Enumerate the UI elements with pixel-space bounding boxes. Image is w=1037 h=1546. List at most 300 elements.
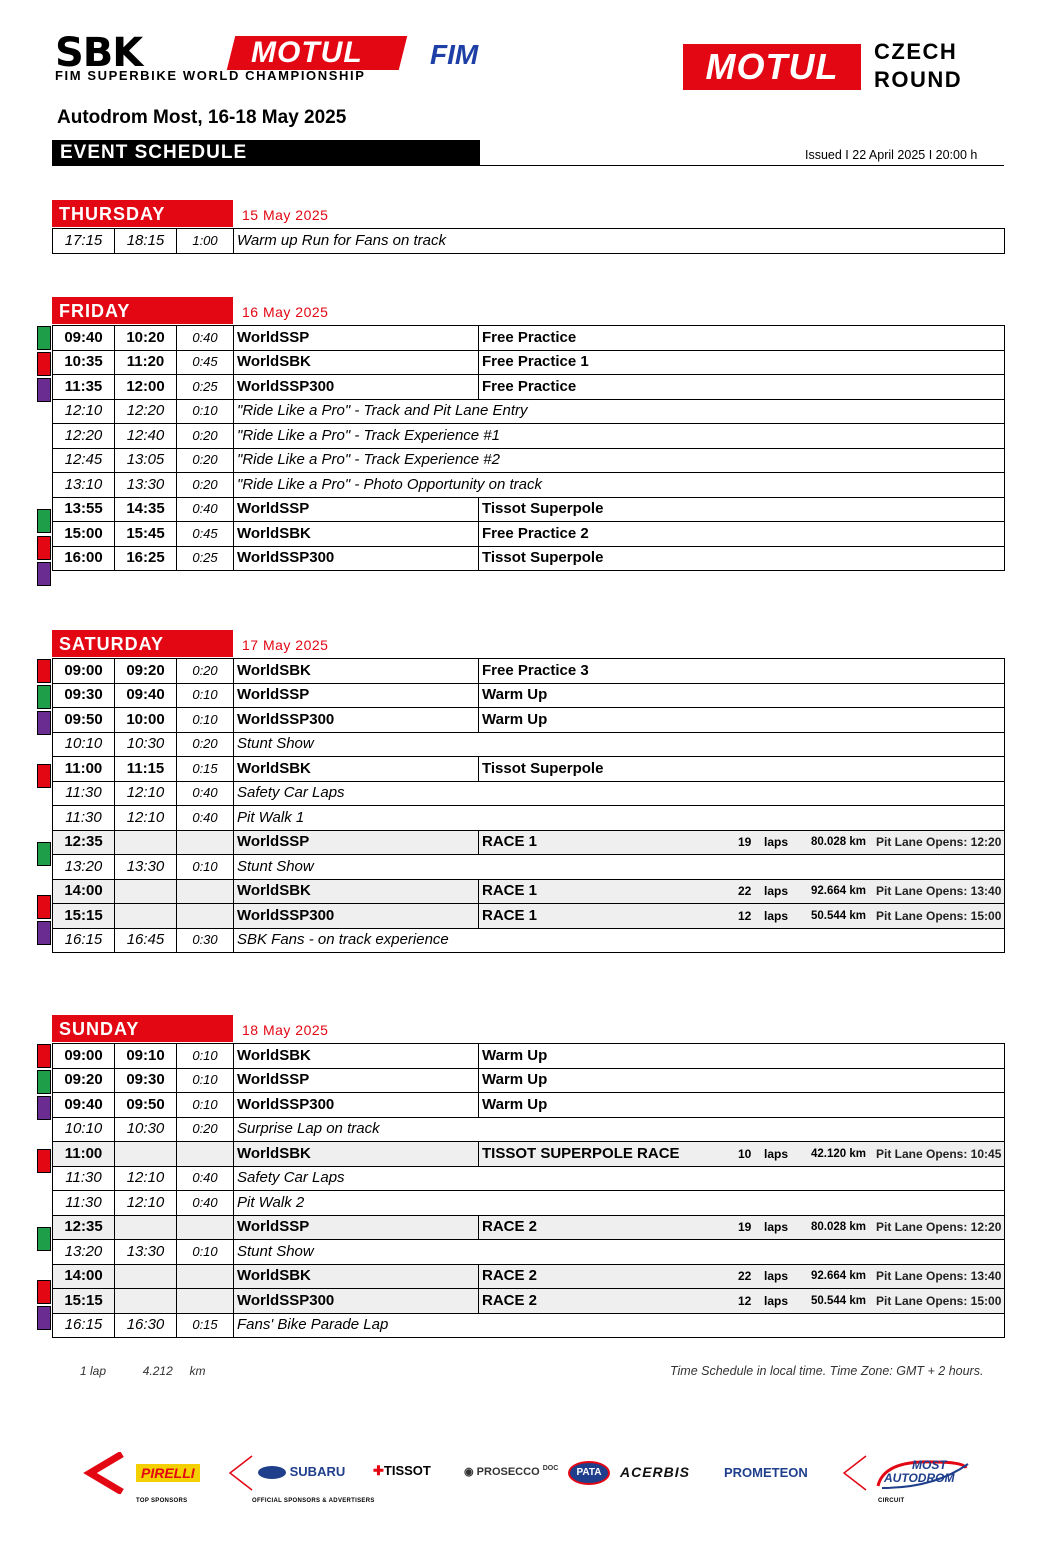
- end-time: 11:20: [115, 350, 177, 375]
- table-row: [53, 399, 1005, 424]
- class-color-marker: [37, 659, 51, 683]
- end-time: 12:20: [115, 399, 177, 424]
- table-row: [53, 708, 1005, 733]
- table-row: [53, 1093, 1005, 1118]
- end-time: 13:30: [115, 855, 177, 880]
- session-name: Warm Up: [479, 708, 1005, 733]
- start-time: 10:10: [53, 1117, 115, 1142]
- end-time: 12:10: [115, 806, 177, 831]
- end-time: 12:10: [115, 1191, 177, 1216]
- start-time: 12:20: [53, 424, 115, 449]
- class-name: WorldSSP: [234, 830, 479, 855]
- end-time: 16:45: [115, 928, 177, 953]
- duration: [177, 1289, 234, 1314]
- class-name: WorldSSP: [234, 497, 479, 522]
- session-cell: [479, 830, 1005, 855]
- round-name-line2: ROUND: [874, 67, 963, 92]
- table-row: [53, 424, 1005, 449]
- table-row: [53, 1142, 1005, 1167]
- class-color-marker: [37, 1044, 51, 1068]
- race-laps: 12: [738, 1293, 752, 1308]
- class-name: WorldSSP300: [234, 1093, 479, 1118]
- acerbis-logo: ACERBIS: [620, 1464, 691, 1480]
- session-name: Free Practice: [479, 375, 1005, 400]
- end-time: 09:10: [115, 1044, 177, 1069]
- activity-description: "Ride Like a Pro" - Track Experience #1: [234, 424, 1005, 449]
- start-time: 09:40: [53, 326, 115, 351]
- end-time: [115, 1142, 177, 1167]
- class-color-marker: [37, 921, 51, 945]
- table-row: [53, 1313, 1005, 1338]
- start-time: 11:35: [53, 375, 115, 400]
- end-time: 10:30: [115, 1117, 177, 1142]
- start-time: 16:00: [53, 546, 115, 571]
- end-time: [115, 830, 177, 855]
- start-time: 09:20: [53, 1068, 115, 1093]
- table-row: [53, 1044, 1005, 1069]
- fim-logo: FIM: [430, 39, 479, 70]
- duration: 0:15: [177, 757, 234, 782]
- start-time: 16:15: [53, 1313, 115, 1338]
- end-time: 13:30: [115, 473, 177, 498]
- table-row: [53, 1264, 1005, 1289]
- pit-lane-opens: Pit Lane Opens: 15:00: [876, 908, 1002, 923]
- activity-description: Fans' Bike Parade Lap: [234, 1313, 1005, 1338]
- race-distance: 42.120 km: [811, 1147, 866, 1160]
- start-time: 10:35: [53, 350, 115, 375]
- race-distance: 50.544 km: [811, 1294, 866, 1307]
- start-time: 12:35: [53, 830, 115, 855]
- table-row: [53, 350, 1005, 375]
- end-time: 14:35: [115, 497, 177, 522]
- lap-label: 1 lap: [80, 1364, 107, 1378]
- table-row: [53, 473, 1005, 498]
- session-name: RACE 2: [482, 1218, 538, 1236]
- class-name: WorldSSP300: [234, 375, 479, 400]
- activity-description: "Ride Like a Pro" - Track Experience #2: [234, 448, 1005, 473]
- class-name: WorldSSP300: [234, 904, 479, 929]
- duration: 0:40: [177, 806, 234, 831]
- class-color-marker: [37, 842, 51, 866]
- start-time: 13:55: [53, 497, 115, 522]
- pit-lane-opens: Pit Lane Opens: 12:20: [876, 1220, 1002, 1235]
- duration: 0:20: [177, 424, 234, 449]
- end-time: 09:50: [115, 1093, 177, 1118]
- race-info: [482, 832, 1001, 852]
- class-name: WorldSBK: [234, 1044, 479, 1069]
- duration: 0:10: [177, 1068, 234, 1093]
- tissot-cross-icon: ✚: [373, 1463, 384, 1478]
- start-time: 09:00: [53, 1044, 115, 1069]
- day-date: 15 May 2025: [242, 207, 329, 223]
- activity-description: "Ride Like a Pro" - Track and Pit Lane Entry: [234, 399, 1005, 424]
- tissot-text: TISSOT: [383, 1463, 431, 1478]
- official-sponsors-label: OFFICIAL SPONSORS & ADVERTISERS: [252, 1498, 375, 1504]
- round-name-line1: CZECH: [874, 39, 958, 64]
- session-name: Warm Up: [479, 1044, 1005, 1069]
- end-time: [115, 879, 177, 904]
- most-text: MOST: [912, 1458, 947, 1472]
- session-cell: [479, 879, 1005, 904]
- start-time: 15:00: [53, 522, 115, 547]
- duration: 0:10: [177, 1240, 234, 1265]
- event-title: Autodrom Most, 16-18 May 2025: [57, 107, 347, 128]
- end-time: 09:40: [115, 683, 177, 708]
- class-color-marker: [37, 509, 51, 533]
- lap-length-note: [80, 1364, 205, 1378]
- table-row: [53, 855, 1005, 880]
- session-name: Free Practice 1: [479, 350, 1005, 375]
- sbk-logo-text: SBK: [55, 30, 143, 76]
- duration: [177, 1142, 234, 1167]
- table-row: [53, 522, 1005, 547]
- start-time: 11:30: [53, 806, 115, 831]
- end-time: [115, 1215, 177, 1240]
- class-name: WorldSSP: [234, 326, 479, 351]
- event-schedule-label: EVENT SCHEDULE: [60, 142, 248, 163]
- sbk-chevron-outline-icon-2: [840, 1454, 870, 1492]
- start-time: 13:20: [53, 1240, 115, 1265]
- start-time: 11:30: [53, 1191, 115, 1216]
- session-name: Warm Up: [479, 683, 1005, 708]
- race-info: [482, 1291, 1001, 1311]
- class-color-marker: [37, 1227, 51, 1251]
- class-color-marker: [37, 536, 51, 560]
- end-time: 11:15: [115, 757, 177, 782]
- session-name: Free Practice 2: [479, 522, 1005, 547]
- duration: [177, 1264, 234, 1289]
- sponsor-strip: [80, 1450, 980, 1510]
- class-color-marker: [37, 1070, 51, 1094]
- duration: 0:20: [177, 1117, 234, 1142]
- race-laps-word: laps: [764, 1293, 789, 1308]
- sbk-chevron-outline-icon: [226, 1454, 256, 1492]
- race-laps-word: laps: [764, 908, 789, 923]
- session-cell: [479, 1289, 1005, 1314]
- session-name: RACE 1: [482, 833, 538, 851]
- duration: 0:25: [177, 546, 234, 571]
- prosecco-logo: [464, 1465, 558, 1478]
- class-name: WorldSBK: [234, 1264, 479, 1289]
- session-name: RACE 2: [482, 1267, 538, 1285]
- class-color-marker: [37, 326, 51, 350]
- session-name: Free Practice: [479, 326, 1005, 351]
- duration: 0:10: [177, 683, 234, 708]
- duration: 1:00: [177, 229, 234, 254]
- prosecco-doc: DOC: [542, 1465, 559, 1472]
- session-name: Warm Up: [479, 1093, 1005, 1118]
- race-distance: 50.544 km: [811, 909, 866, 922]
- start-time: 09:00: [53, 659, 115, 684]
- session-name: Tissot Superpole: [479, 546, 1005, 571]
- table-row: [53, 806, 1005, 831]
- header-divider: [52, 165, 1004, 166]
- table-row: [53, 448, 1005, 473]
- sbk-chevron-icon: [82, 1452, 126, 1494]
- end-time: 10:00: [115, 708, 177, 733]
- table-row: [53, 1068, 1005, 1093]
- session-name: Tissot Superpole: [479, 757, 1005, 782]
- day-date: 17 May 2025: [242, 637, 329, 653]
- end-time: 18:15: [115, 229, 177, 254]
- day-badge-saturday: [52, 630, 233, 657]
- class-name: WorldSBK: [234, 350, 479, 375]
- table-row: [53, 1289, 1005, 1314]
- pit-lane-opens: Pit Lane Opens: 12:20: [876, 835, 1002, 850]
- duration: 0:40: [177, 781, 234, 806]
- prosecco-seal-icon: ◉: [464, 1466, 474, 1478]
- table-row: [53, 1117, 1005, 1142]
- end-time: 13:30: [115, 1240, 177, 1265]
- end-time: 16:25: [115, 546, 177, 571]
- start-time: 12:45: [53, 448, 115, 473]
- start-time: 17:15: [53, 229, 115, 254]
- activity-description: Stunt Show: [234, 1240, 1005, 1265]
- session-name: RACE 1: [482, 906, 538, 924]
- session-name: TISSOT SUPERPOLE RACE: [482, 1144, 680, 1162]
- race-info: [482, 1144, 1001, 1164]
- day-badge-sunday: [52, 1015, 233, 1042]
- timezone-note: Time Schedule in local time. Time Zone: GMT + 2 hours.: [670, 1364, 984, 1378]
- end-time: 12:10: [115, 1166, 177, 1191]
- class-color-marker: [37, 1306, 51, 1330]
- activity-description: Stunt Show: [234, 732, 1005, 757]
- race-laps: 19: [738, 1220, 752, 1235]
- activity-description: Safety Car Laps: [234, 781, 1005, 806]
- race-distance: 80.028 km: [811, 836, 866, 849]
- class-color-marker: [37, 711, 51, 735]
- race-laps-word: laps: [764, 1220, 789, 1235]
- start-time: 14:00: [53, 1264, 115, 1289]
- table-row: [53, 326, 1005, 351]
- table-row: [53, 904, 1005, 929]
- race-laps: 22: [738, 1269, 752, 1284]
- duration: 0:10: [177, 1044, 234, 1069]
- circuit-label: CIRCUIT: [878, 1498, 905, 1504]
- table-row: [53, 497, 1005, 522]
- start-time: 10:10: [53, 732, 115, 757]
- schedule-table-thursday: [52, 228, 1005, 254]
- session-cell: [479, 1142, 1005, 1167]
- activity-description: Warm up Run for Fans on track: [234, 229, 1005, 254]
- end-time: 12:10: [115, 781, 177, 806]
- sbk-motul-logo: [55, 30, 405, 84]
- session-name: Tissot Superpole: [479, 497, 1005, 522]
- start-time: 09:50: [53, 708, 115, 733]
- table-row: [53, 879, 1005, 904]
- lap-unit: km: [189, 1364, 206, 1378]
- start-time: 12:35: [53, 1215, 115, 1240]
- race-distance: 80.028 km: [811, 1221, 866, 1234]
- race-info: [482, 881, 1001, 901]
- table-row: [53, 928, 1005, 953]
- table-row: [53, 683, 1005, 708]
- race-laps: 22: [738, 884, 752, 899]
- class-color-marker: [37, 764, 51, 788]
- end-time: 12:00: [115, 375, 177, 400]
- race-laps: 10: [738, 1146, 752, 1161]
- tissot-logo: [373, 1463, 431, 1479]
- start-time: 16:15: [53, 928, 115, 953]
- day-name: THURSDAY: [59, 204, 166, 224]
- end-time: 12:40: [115, 424, 177, 449]
- duration: 0:20: [177, 473, 234, 498]
- pit-lane-opens: Pit Lane Opens: 13:40: [876, 884, 1002, 899]
- end-time: [115, 1289, 177, 1314]
- activity-description: Pit Walk 1: [234, 806, 1005, 831]
- end-time: 10:30: [115, 732, 177, 757]
- start-time: 11:30: [53, 1166, 115, 1191]
- class-color-marker: [37, 895, 51, 919]
- duration: 0:45: [177, 350, 234, 375]
- day-name: SUNDAY: [59, 1019, 140, 1039]
- class-color-marker: [37, 378, 51, 402]
- pit-lane-opens: Pit Lane Opens: 13:40: [876, 1269, 1002, 1284]
- table-row: [53, 659, 1005, 684]
- duration: 0:10: [177, 399, 234, 424]
- race-laps-word: laps: [764, 835, 789, 850]
- event-schedule-bar: [52, 140, 480, 165]
- day-date: 18 May 2025: [242, 1022, 329, 1038]
- day-badge-thursday: [52, 200, 233, 227]
- session-name: RACE 1: [482, 882, 538, 900]
- duration: 0:20: [177, 732, 234, 757]
- race-distance: 92.664 km: [811, 1270, 866, 1283]
- motul-round-logo-text: MOTUL: [705, 46, 839, 87]
- session-cell: [479, 904, 1005, 929]
- class-name: WorldSSP300: [234, 708, 479, 733]
- class-name: WorldSBK: [234, 659, 479, 684]
- race-info: [482, 906, 1001, 926]
- pit-lane-opens: Pit Lane Opens: 10:45: [876, 1146, 1002, 1161]
- duration: 0:40: [177, 1166, 234, 1191]
- race-laps: 12: [738, 908, 752, 923]
- activity-description: "Ride Like a Pro" - Photo Opportunity on track: [234, 473, 1005, 498]
- table-row: [53, 830, 1005, 855]
- duration: 0:10: [177, 1093, 234, 1118]
- duration: 0:15: [177, 1313, 234, 1338]
- end-time: [115, 1264, 177, 1289]
- class-color-marker: [37, 562, 51, 586]
- start-time: 12:10: [53, 399, 115, 424]
- pirelli-logo: PIRELLI: [136, 1464, 200, 1482]
- start-time: 11:00: [53, 1142, 115, 1167]
- lap-length: 4.212: [142, 1364, 173, 1378]
- table-row: [53, 781, 1005, 806]
- table-row: [53, 375, 1005, 400]
- schedule-table-friday: [52, 325, 1005, 571]
- end-time: 10:20: [115, 326, 177, 351]
- session-cell: [479, 1264, 1005, 1289]
- session-cell: [479, 1215, 1005, 1240]
- top-sponsors-label: TOP SPONSORS: [136, 1498, 188, 1504]
- duration: 0:30: [177, 928, 234, 953]
- motul-round-logo: [683, 44, 861, 90]
- schedule-table-saturday: [52, 658, 1005, 953]
- end-time: [115, 904, 177, 929]
- table-row: [53, 229, 1005, 254]
- schedule-table-sunday: [52, 1043, 1005, 1338]
- day-name: FRIDAY: [59, 301, 131, 321]
- race-laps-word: laps: [764, 1146, 789, 1161]
- day-badge-friday: [52, 297, 233, 324]
- end-time: 13:05: [115, 448, 177, 473]
- end-time: 16:30: [115, 1313, 177, 1338]
- class-color-marker: [37, 1149, 51, 1173]
- table-row: [53, 1240, 1005, 1265]
- subaru-stars-icon: [258, 1466, 286, 1479]
- race-info: [482, 1217, 1001, 1237]
- duration: 0:40: [177, 326, 234, 351]
- table-row: [53, 1215, 1005, 1240]
- end-time: 15:45: [115, 522, 177, 547]
- most-autodrom-logo: [874, 1454, 970, 1492]
- table-row: [53, 732, 1005, 757]
- session-name: RACE 2: [482, 1291, 538, 1309]
- duration: 0:10: [177, 855, 234, 880]
- class-name: WorldSBK: [234, 879, 479, 904]
- duration: [177, 879, 234, 904]
- prosecco-text: PROSECCO: [476, 1466, 540, 1478]
- subaru-text: SUBARU: [289, 1464, 346, 1479]
- class-name: WorldSSP300: [234, 546, 479, 571]
- duration: [177, 1215, 234, 1240]
- race-laps-word: laps: [764, 884, 789, 899]
- duration: [177, 830, 234, 855]
- race-laps: 19: [738, 835, 752, 850]
- championship-name: FIM SUPERBIKE WORLD CHAMPIONSHIP: [55, 68, 366, 83]
- end-time: 09:30: [115, 1068, 177, 1093]
- day-name: SATURDAY: [59, 634, 165, 654]
- table-row: [53, 757, 1005, 782]
- duration: 0:20: [177, 448, 234, 473]
- table-row: [53, 546, 1005, 571]
- motul-logo-text: MOTUL: [251, 36, 363, 69]
- table-row: [53, 1191, 1005, 1216]
- activity-description: Stunt Show: [234, 855, 1005, 880]
- class-color-marker: [37, 685, 51, 709]
- start-time: 14:00: [53, 879, 115, 904]
- class-name: WorldSSP: [234, 1068, 479, 1093]
- class-name: WorldSSP: [234, 683, 479, 708]
- duration: [177, 904, 234, 929]
- table-row: [53, 1166, 1005, 1191]
- duration: 0:40: [177, 497, 234, 522]
- class-name: WorldSSP300: [234, 1289, 479, 1314]
- race-info: [482, 1266, 1001, 1286]
- class-name: WorldSBK: [234, 757, 479, 782]
- start-time: 09:30: [53, 683, 115, 708]
- subaru-logo: [258, 1464, 345, 1479]
- start-time: 13:10: [53, 473, 115, 498]
- autodrom-text: AUTODROM: [884, 1471, 955, 1485]
- class-color-marker: [37, 1096, 51, 1120]
- start-time: 11:30: [53, 781, 115, 806]
- start-time: 15:15: [53, 904, 115, 929]
- class-color-marker: [37, 352, 51, 376]
- start-time: 11:00: [53, 757, 115, 782]
- pit-lane-opens: Pit Lane Opens: 15:00: [876, 1293, 1002, 1308]
- race-distance: 92.664 km: [811, 885, 866, 898]
- duration: 0:45: [177, 522, 234, 547]
- prometeon-logo: PROMETEON: [724, 1465, 808, 1480]
- duration: 0:40: [177, 1191, 234, 1216]
- start-time: 09:40: [53, 1093, 115, 1118]
- race-laps-word: laps: [764, 1269, 789, 1284]
- pata-logo: PATA: [568, 1461, 610, 1485]
- class-name: WorldSBK: [234, 1142, 479, 1167]
- day-date: 16 May 2025: [242, 304, 329, 320]
